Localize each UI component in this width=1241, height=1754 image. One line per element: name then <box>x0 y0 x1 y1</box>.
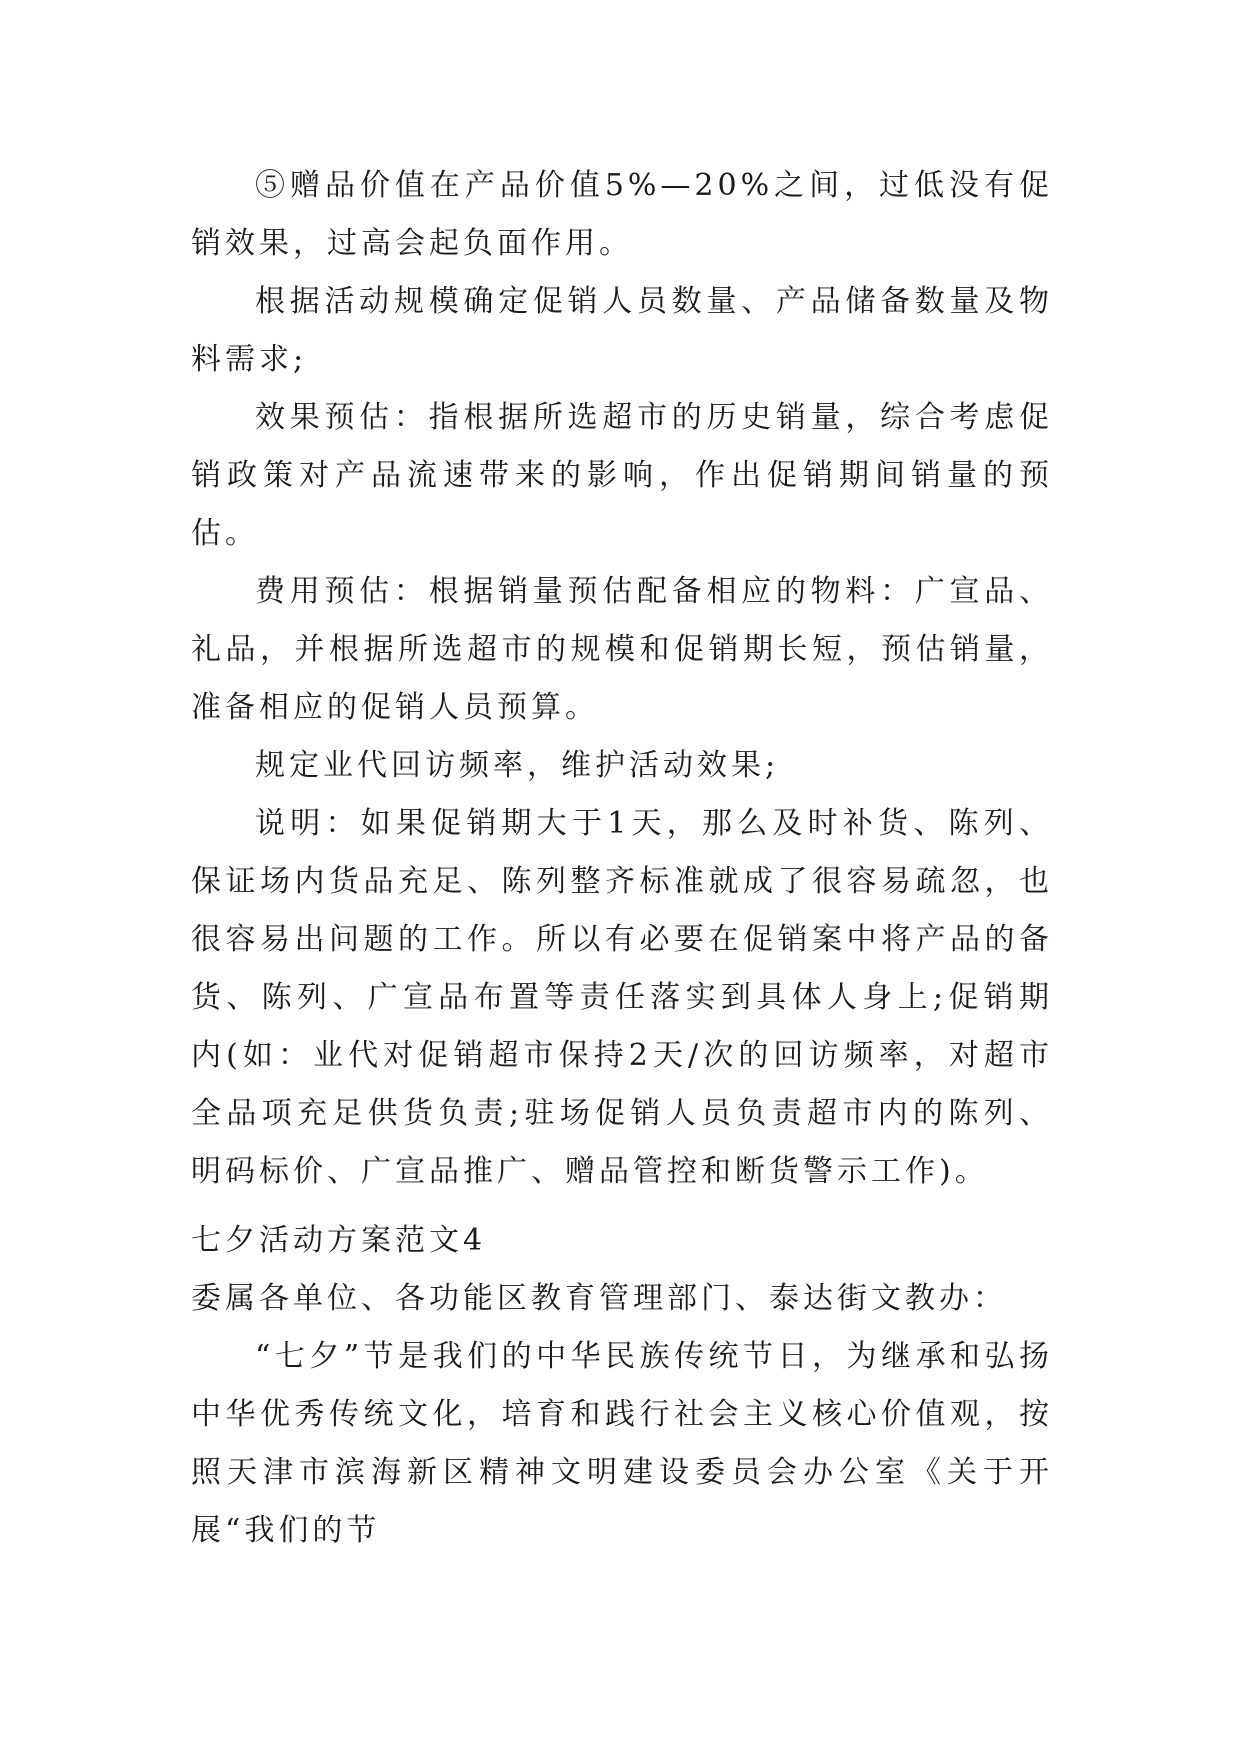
section-heading: 七夕活动方案范文4 <box>191 1223 487 1258</box>
paragraph-cost-estimate: 费用预估：根据销量预估配备相应的物料：广宣品、礼品，并根据所选超市的规模和促销期长短，预估销量，准备相应的促销人员预算。 <box>191 574 1053 725</box>
paragraph-visit-frequency: 规定业代回访频率，维护活动效果; <box>255 748 780 783</box>
paragraph-gift-value: ⑤赠品价值在产品价值5%—20%之间，过低没有促销效果，过高会起负面作用。 <box>191 168 1053 261</box>
body-text-section-2 <box>191 1270 1053 1560</box>
paragraph-effect-estimate: 效果预估：指根据所选超市的历史销量，综合考虑促销政策对产品流速带来的影响，作出促销期间销量的预估。 <box>191 400 1053 551</box>
paragraph-explanation: 说明：如果促销期大于1天，那么及时补货、陈列、保证场内货品充足、陈列整齐标准就成了很容易疏忽，也很容易出问题的工作。所以有必要在促销案中将产品的备货、陈列、广宣品布置等责任落实到具体人身上;促销期内(如：业代对促销超市保持2天/次的回访频率，对超市全品项充足供货负责;驻场促销人员负责超市内的陈列、明码标价、广宣品推广、赠品管控和断货警示工作)。 <box>191 806 1053 1189</box>
paragraph-qixi-intro: “七夕”节是我们的中华民族传统节日，为继承和弘扬中华优秀传统文化，培育和践行社会主义核心价值观，按照天津市滨海新区精神文明建设委员会办公室《关于开展“我们的节 <box>191 1339 1053 1548</box>
salutation: 委属各单位、各功能区教育管理部门、泰达街文教办： <box>191 1281 1007 1316</box>
paragraph-staffing: 根据活动规模确定促销人员数量、产品储备数量及物料需求; <box>191 284 1053 377</box>
body-text-section-1 <box>191 157 1053 1201</box>
